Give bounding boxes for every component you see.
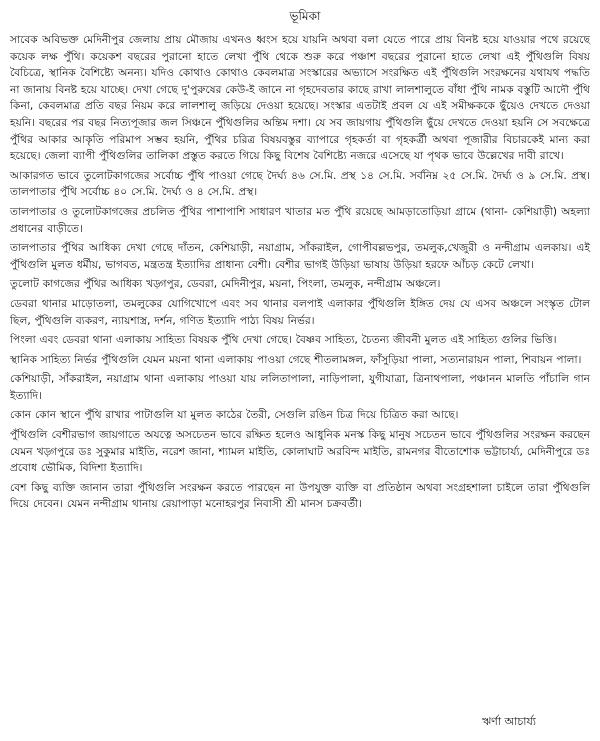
paragraph: কোন কোন স্থানে পুঁথি রাখার পাটাগুলি যা মুলত কাঠের তৈরী, সেগুলি রঙিন চিত্র দিয়ে চিত্রিত করা আছে। — [10, 409, 459, 422]
paragraph: তুলোট কাগজের পুঁথির আধিক্য খড়্গপুর, ডেবরা, মেদিনীপুর, ময়না, পিংলা, তমলুক, নন্দীগ্রাম অঞ্চলে। — [10, 278, 441, 291]
paragraph: কেশিয়াড়ী, সাঁকরাইল, নয়াগ্রাম থানা এলাকায় পাওয়া যায় ললিতাপালা, নাড়িপালা, যুগীযাত্রা, ত্রিনাথপালা, পঞ্চানন মালতি পাঁচালি গান ইত্যাদি। — [10, 373, 590, 402]
paragraph: তালপাতার ও তুলোটকাগজের প্রচলিত পুঁথির পাশাপাশি সাধারণ খাতার মত পুঁথি রয়েছে আমড়াতোড়িয়া গ্রামে (থানা- কেশিয়াড়ী) অহল্যা প্রধানের বাড়ীতে। — [10, 205, 590, 235]
paragraph: ডেবরা থানার মাড়োতলা, তমলুকের যোগিখোপে এবং সব থানার বলপাই এলাকার পুঁথিগুলি ইঙ্গিত দেয় যে এসব অঞ্চলে সংস্কৃত টোল ছিল, পুঁথিগুলি ব্যকরণ, ন্যায়শাস্ত্র, দর্শন, গণিত ইত্যাদি পাঠ্য বিষয় নির্ভর। — [10, 297, 590, 327]
paragraph: পিংলা এবং ডেবরা থানা এলাকায় সাহিত্য বিষয়ক পুঁথি দেখা গেছে। বৈষ্ণব সাহিত্য, চৈতন্য জীবনী মুলত এই সাহিত্য গুলির ভিত্তি। — [10, 334, 557, 347]
paragraph: স্থানিক সাহিত্য নির্ভর পুঁথিগুলি যেমন ময়না থানা এলাকায় পাওয়া গেছে শীতলামঙ্গল, ফাঁসুড়িয়া পালা, সত্যনারায়ন পালা, শিবায়ন পালা। — [10, 353, 582, 366]
page-title: ভূমিকা — [289, 9, 321, 23]
paragraph: সাবেক অবিভক্ত মেদিনীপুর জেলায় প্রায় মৌজায় এখনও ধ্বংস হয়ে যায়নি অথবা বলা যেতে পারে প্রায় বিনষ্ট হয়ে যাওয়ার পথে রয়েছে কয়েক লক্ষ পুঁথি। কয়েকশ বছরের পুরানো হাতে লেখা পুঁথি থেকে শুরু করে পঞ্চাশ বছরের পুরানো হাতে লেখা এই পুঁথিগুলি বিষয় বৈচিত্রে, স্থানিক বৈশিষ্ট্যে অনন্য। যদিও কোথাও কোথাও কেবলমাত্র সংস্কারের অভ্যাসে সংরক্ষিত এই পুঁথিগুলি সংরক্ষনের যথাযথ পদ্ধতি না জানায় বিনষ্ট হয়ে যাচ্ছে। দেখা গেছে দু'পুরুষের কেউ-ই জানে না গৃহদেবতার কাছে রাখা লালশালুতে বাঁধা পুঁথি নামক বস্তুটি আদৌ পুঁথি কিনা, কেবলমাত্র প্রতি বছর নিয়ম করে লালশালু জড়িয়ে দেওয়া হয়েছে। সংস্কার এতটাই প্রবল যে এই সমীক্ষককে ছুঁয়েও দেখতে দেওয়া হয়নি। বছরের পর বছর নিত্যপূজার জল সিঞ্চনে পুঁথিগুলির অন্তিম দশা। যে সব জায়গায় পুঁথিগুলি ছুঁয়ে দেখতে দেওয়া হয়নি সে সবক্ষেত্রে পুঁথির আকার আকৃতি পরিমাপ সম্ভব হয়নি, পুঁথির চরিত্র বিষয়বস্তুর ব্যাপারে গৃহকর্তা বা গৃহকর্ত্রী অথবা পূজারীর বিচারকেই মান্য করা হয়েছে। জেলা ব্যাপী পুঁথিগুলির তালিকা প্রস্তুত করতে গিয়ে কিছু বিশেষ বৈশিষ্ট্যে নজরে এসেছে যা পৃথক ভাবে উল্লেখের দাবী রাখে। — [10, 34, 590, 163]
paragraph: তালপাতার পুঁথির আধিক্য দেখা গেছে দাঁতন, কেশিয়াড়ী, নয়াগ্রাম, সাঁকরাইল, গোপীবল্লভপুর, তমলুক,খেজুরী ও নন্দীগ্রাম এলকায়। এই পুঁথিগুলি মুলত ধর্মীয়, ভাগবত, মন্ত্রতন্ত্র ইত্যাদির প্রাধান্য বেশী। বেশীর ভাগই উড়িয়া ভাষায় উড়িয়া হরফে আঁচড় কেটে লেখা। — [10, 242, 590, 271]
author-signature: ঋর্ণা আচার্য্য — [482, 715, 536, 728]
paragraph: আকারগত ভাবে তুলোটকাগজের সর্বোচ্চ পুঁথি পাওয়া গেছে দৈর্ঘ্য ৪৬ সে.মি. প্রস্থ ১৪ সে.মি. সর্বনিম্ন ২৫ সে.মি. দৈর্ঘ্য ও ৯ সে.মি. প্রস্থ। তালপাতার পুঁথি সর্বোচ্চ ৪০ সে.মি. দৈর্ঘ্য ও ৪ সে.মি. প্রস্থ। — [10, 169, 590, 199]
paragraph: পুঁথিগুলি বেশীরভাগ জায়গাতে অযত্নে অসচেতন ভাবে রক্ষিত হলেও আধুনিক মনস্ক কিছু মানুষ সচেতন ভাবে পুঁথিগুলির সংরক্ষন করছেন যেমন খড়্গপুরে ডঃ সুকুমার মাইতি, নরেশ জানা, শ্যামল মাইতি, কোলাঘাট অরবিন্দ মাইতি, রামনগর বীতোশোক ভট্টাচার্য্য, মেদিনীপুরে ডঃ প্রবোধ ভৌমিক, বিদিশা ইত্যাদি। — [10, 429, 590, 475]
paragraph: বেশ কিছু ব্যক্তি জানান তারা পুঁথিগুলি সংরক্ষন করতে পারছেন না উপযুক্ত ব্যক্তি বা প্রতিষ্ঠান অথবা সংগ্রহশালা চাইলে তারা পুঁথিগুলি দিয়ে দেবেন। যেমন নন্দীগ্রাম থানায় রেয়াপাড়া মনোহরপুর নিবাসী শ্রী মানস চক্রবর্তী। — [10, 481, 590, 511]
